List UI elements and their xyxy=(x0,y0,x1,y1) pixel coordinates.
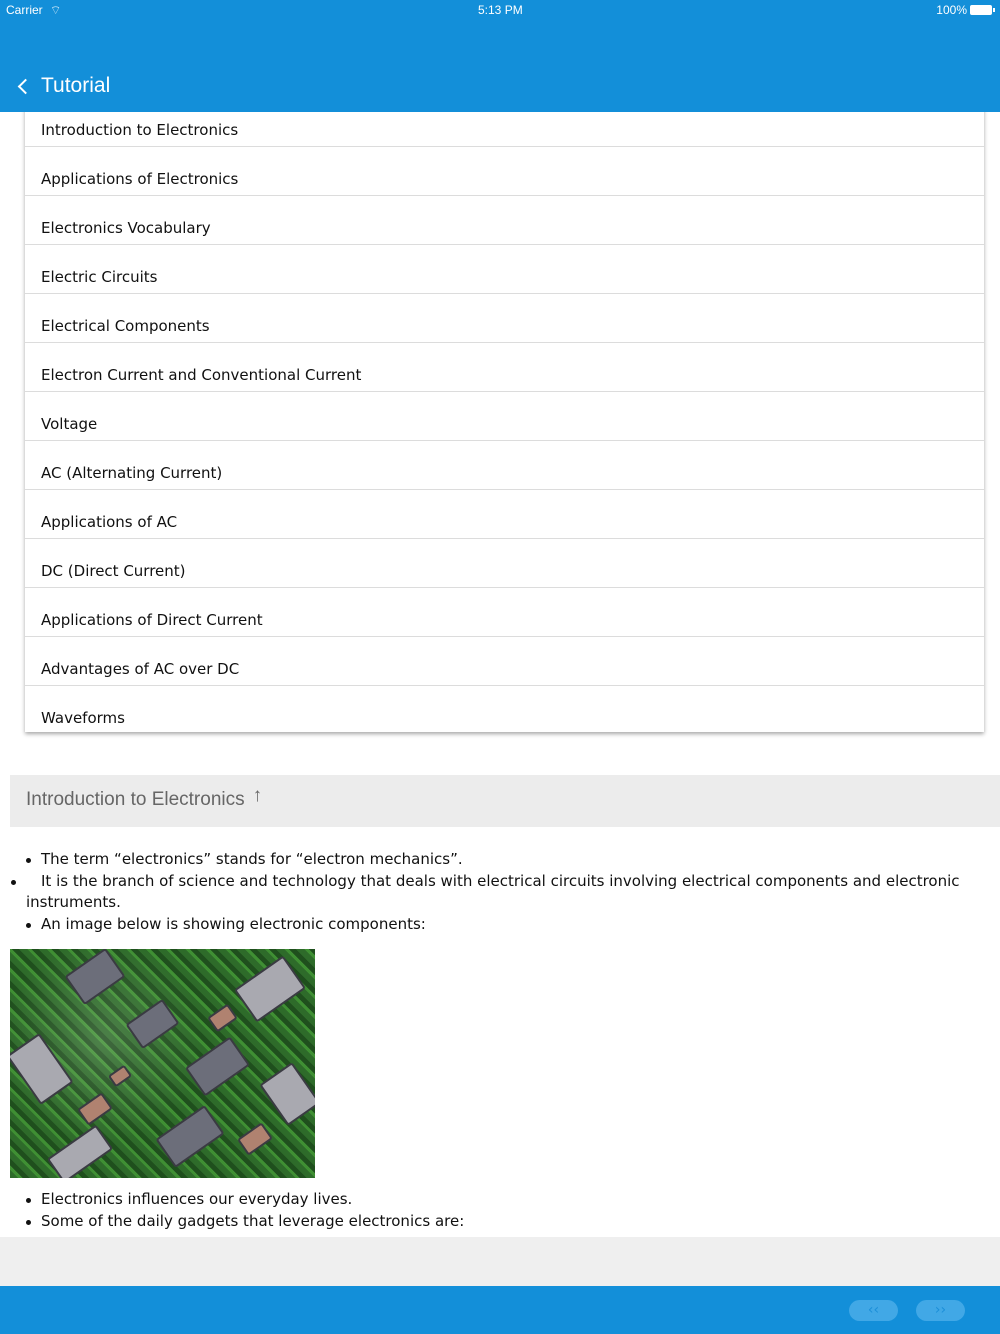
chip-graphic xyxy=(155,1105,224,1168)
electronic-components-image xyxy=(10,949,315,1178)
chip-graphic xyxy=(207,1003,238,1032)
arrow-up-icon[interactable]: ↑ xyxy=(252,785,263,806)
topic-item[interactable]: Voltage xyxy=(25,392,984,441)
topic-item[interactable]: Applications of Electronics xyxy=(25,147,984,196)
bullet-list-top xyxy=(26,849,966,935)
next-button[interactable]: ›› xyxy=(916,1300,965,1321)
back-label: Tutorial xyxy=(41,74,111,97)
topic-item[interactable]: DC (Direct Current) xyxy=(25,539,984,588)
topic-item[interactable]: Electric Circuits xyxy=(25,245,984,294)
section-header xyxy=(10,775,1000,827)
back-button[interactable] xyxy=(14,74,110,98)
topic-item[interactable]: Applications of AC xyxy=(25,490,984,539)
section-title: Introduction to Electronics xyxy=(26,789,245,810)
chip-graphic xyxy=(10,1033,74,1105)
bullet-item: Some of the daily gadgets that leverage electronics are: xyxy=(26,1211,966,1233)
wifi-icon: ⌔ xyxy=(50,3,62,17)
chip-graphic xyxy=(237,1122,273,1156)
footer-spacer xyxy=(0,1237,1000,1286)
chip-graphic xyxy=(64,949,125,1005)
topic-item[interactable]: Introduction to Electronics xyxy=(25,98,984,147)
bottom-toolbar xyxy=(0,1286,1000,1334)
topic-item[interactable]: AC (Alternating Current) xyxy=(25,441,984,490)
bullet-item: Electronics influences our everyday lives. xyxy=(26,1189,966,1211)
bullet-item: An image below is showing electronic components: xyxy=(26,914,966,936)
chip-graphic xyxy=(185,1036,250,1096)
chip-graphic xyxy=(108,1065,132,1088)
bullet-item: It is the branch of science and technology that deals with electrical circuits involving electrical components and electronic instruments. xyxy=(11,871,966,914)
previous-button[interactable]: ‹‹ xyxy=(849,1300,898,1321)
topic-item[interactable]: Applications of Direct Current xyxy=(25,588,984,637)
chip-graphic xyxy=(125,999,179,1049)
bullet-item: The term “electronics” stands for “electron mechanics”. xyxy=(26,849,966,871)
chip-graphic xyxy=(234,955,306,1022)
chip-graphic xyxy=(47,1125,113,1178)
chevron-left-icon xyxy=(18,78,34,94)
topic-list xyxy=(25,98,984,732)
topic-item[interactable]: Advantages of AC over DC xyxy=(25,637,984,686)
battery-icon xyxy=(970,5,992,15)
topic-item[interactable]: Electrical Components xyxy=(25,294,984,343)
topic-item[interactable]: Electronics Vocabulary xyxy=(25,196,984,245)
carrier-label: Carrier xyxy=(6,3,43,17)
nav-bar xyxy=(0,0,1000,112)
status-time: 5:13 PM xyxy=(478,3,523,17)
bullet-list-bottom xyxy=(26,1189,966,1232)
chip-graphic xyxy=(259,1062,315,1126)
topic-item[interactable]: Electron Current and Conventional Current xyxy=(25,343,984,392)
chip-graphic xyxy=(77,1092,113,1126)
topic-item[interactable]: Waveforms xyxy=(41,709,125,727)
battery-percent: 100% xyxy=(936,3,967,17)
